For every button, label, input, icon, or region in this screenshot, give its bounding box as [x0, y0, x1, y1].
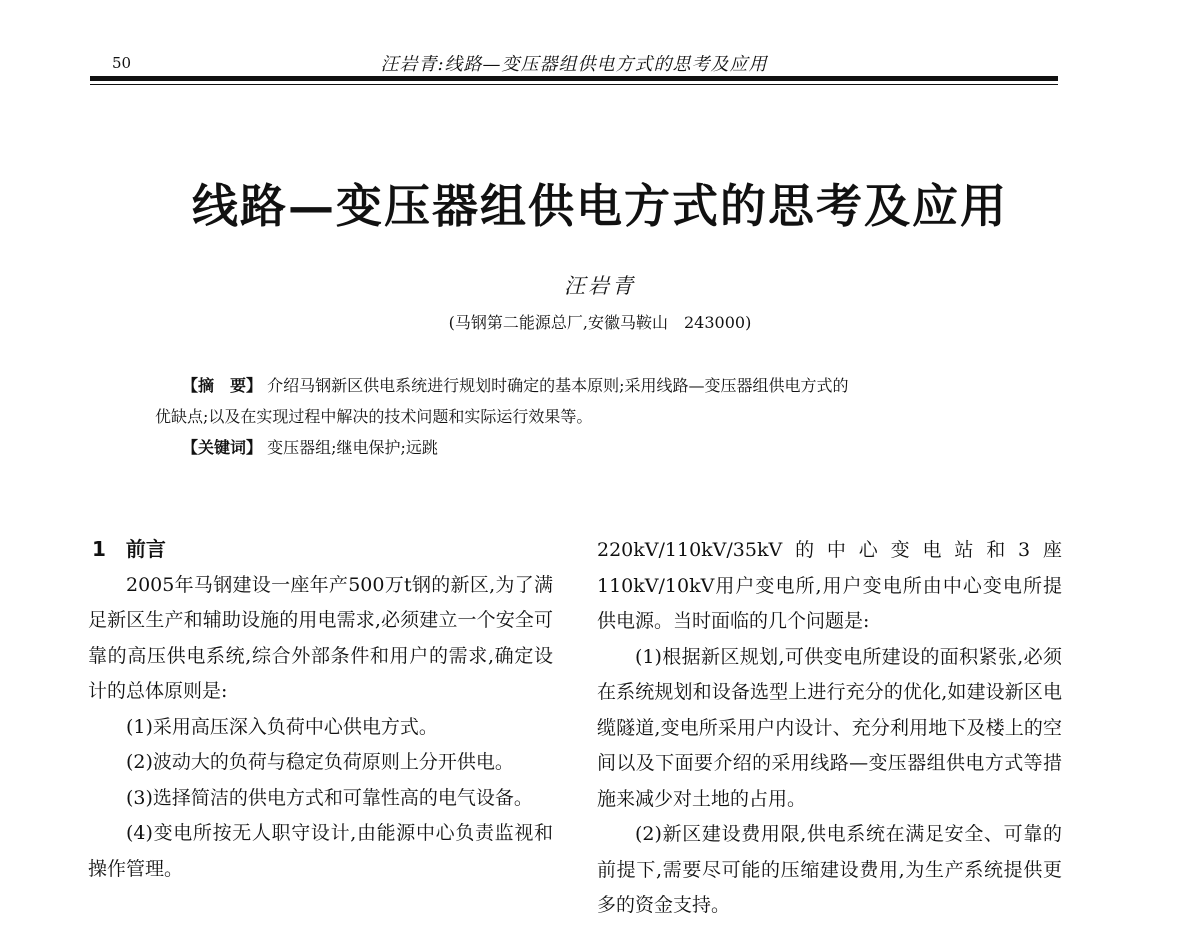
left-paragraph-3: (2)波动大的负荷与稳定负荷原则上分开供电。: [126, 751, 514, 773]
running-title: 汪岩青:线路—变压器组供电方式的思考及应用: [380, 54, 768, 75]
page-header: [90, 40, 1058, 80]
keywords-label: 【关键词】: [182, 438, 263, 457]
keywords-text: 变压器组;继电保护;远跳: [267, 438, 438, 457]
section-title: 前言: [125, 537, 166, 561]
left-paragraph-4: (3)选择简洁的供电方式和可靠性高的电气设备。: [126, 786, 533, 809]
left-column: [88, 532, 553, 887]
abstract-block: [155, 370, 1015, 463]
page-number: 50: [112, 54, 132, 72]
right-column: [597, 533, 1062, 924]
article-title: 线路—变压器组供电方式的思考及应用: [192, 179, 1008, 233]
right-paragraph-1: 220kV/110kV/35kV的中心变电站和3座110kV/10kV用户变电所,用户变电所由中心变电所提供电源。当时面临的几个问题是:: [597, 539, 1062, 632]
left-paragraph-2: (1)采用高压深入负荷中心供电方式。: [126, 715, 438, 738]
abstract-line-1: [155, 370, 1015, 401]
header-rule-thick: [90, 76, 1058, 81]
abstract-text-1: 介绍马钢新区供电系统进行规划时确定的基本原则;采用线路—变压器组供电方式的: [267, 376, 849, 395]
abstract-label: 【摘 要】: [182, 376, 263, 395]
header-rule-thin: [90, 84, 1058, 85]
right-paragraph-2: (1)根据新区规划,可供变电所建设的面积紧张,必须在系统规划和设备选型上进行充分的优化,如建设新区电缆隧道,变电所采用户内设计、充分利用地下及楼上的空间以及下面要介绍的采用线路—变压器组供电方式等措施来减少对土地的占用。: [597, 645, 1062, 810]
left-paragraph-5: (4)变电所按无人职守设计,由能源中心负责监视和操作管理。: [88, 822, 553, 880]
article-affiliation: (马钢第二能源总厂,安徽马鞍山 243000): [448, 313, 752, 332]
article-author: 汪岩青: [564, 274, 636, 298]
left-paragraph-1: 2005年马钢建设一座年产500万t钢的新区,为了满足新区生产和辅助设施的用电需求,必须建立一个安全可靠的高压供电系统,综合外部条件和用户的需求,确定设计的总体原则是:: [88, 573, 553, 702]
section-heading: [88, 532, 553, 568]
right-paragraph-3: (2)新区建设费用限,供电系统在满足安全、可靠的前提下,需要尽可能的压缩建设费用,为生产系统提供更多的资金支持。: [597, 823, 1062, 916]
abstract-text-2: 优缺点;以及在实现过程中解决的技术问题和实际运行效果等。: [155, 407, 593, 426]
section-number: 1: [92, 537, 106, 561]
keywords-line: [155, 432, 1015, 463]
